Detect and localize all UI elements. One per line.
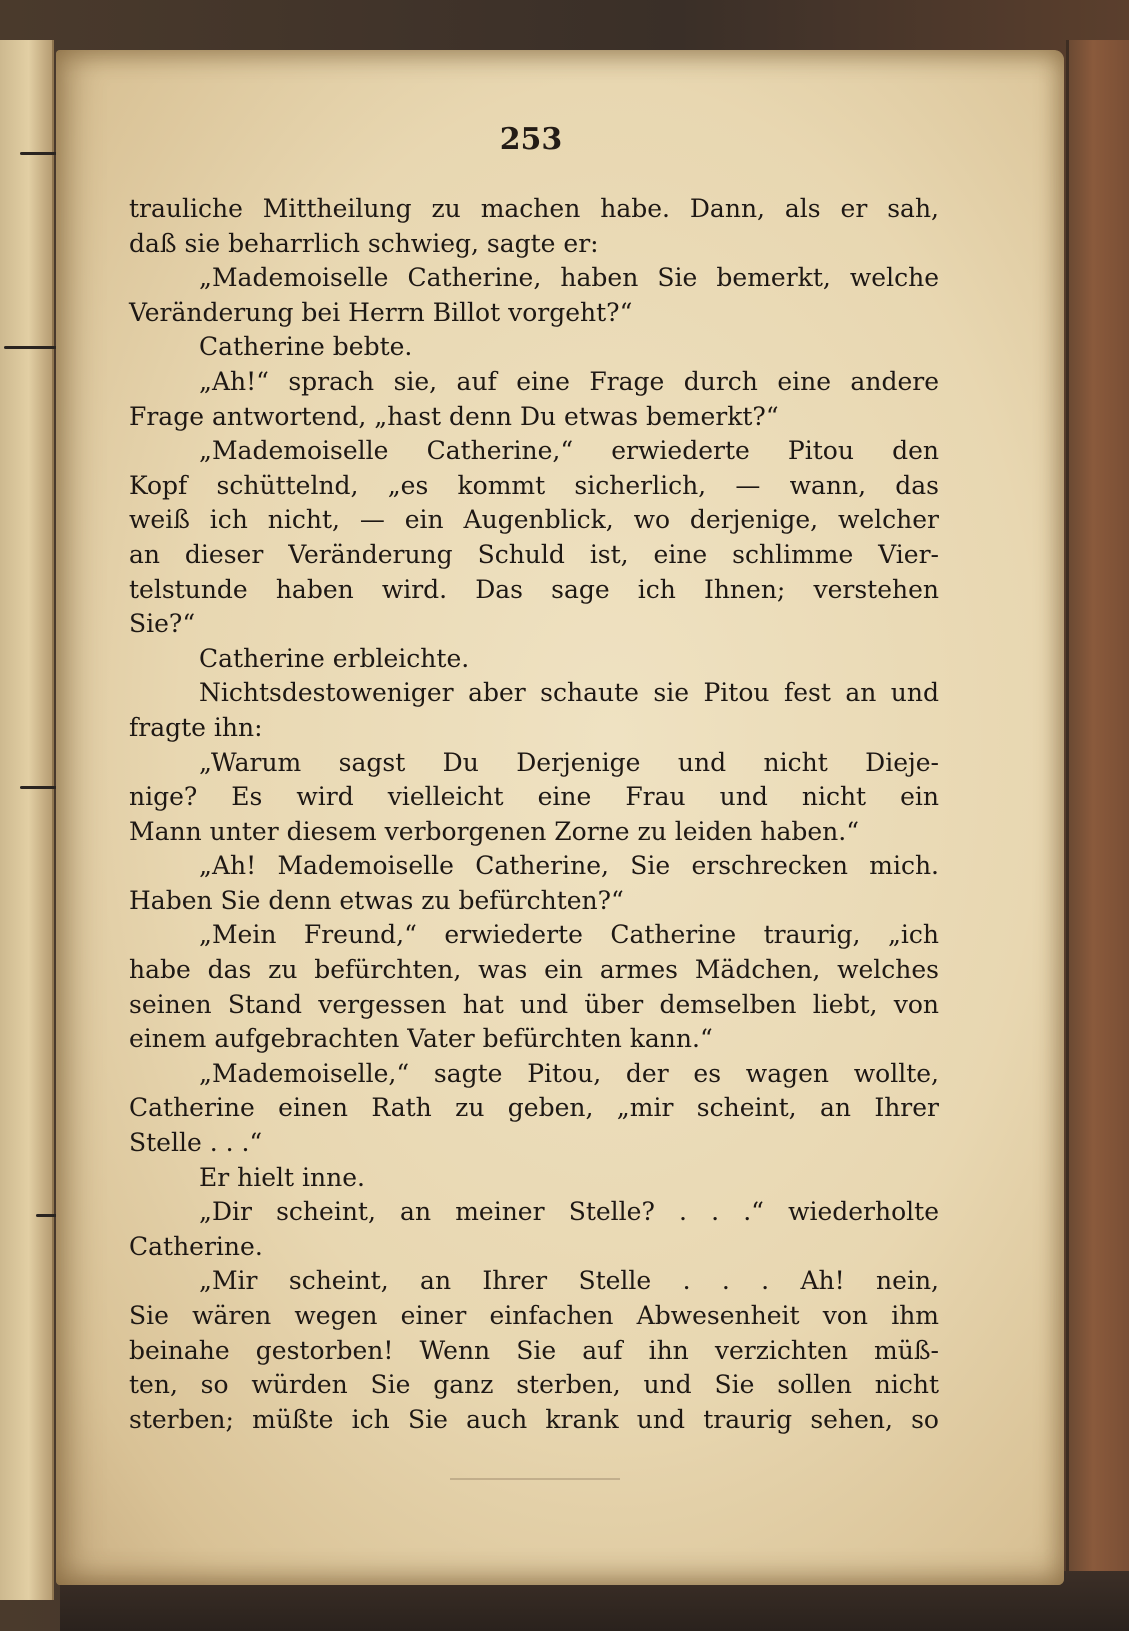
text-line: seinen Stand vergessen hat und über demselben liebt, von (129, 989, 939, 1019)
text-line: „Mademoiselle,“ sagte Pitou, der es wagen wollte, (199, 1058, 939, 1088)
text-line: fragte ihn: (129, 712, 263, 742)
text-line: Frage antwortend, „hast denn Du etwas bemerkt?“ (129, 401, 779, 431)
text-line: weiß ich nicht, — ein Augenblick, wo derjenige, welcher (129, 505, 939, 535)
text-line: „Mademoiselle Catherine, haben Sie bemerkt, welche (199, 263, 939, 293)
bottom-rule (450, 1478, 620, 1480)
text-line: „Ah!“ sprach sie, auf eine Frage durch eine andere (199, 366, 939, 396)
text-line: Nichtsdestoweniger aber schaute sie Pitou fest an und (199, 678, 939, 708)
text-line: Catherine bebte. (199, 332, 413, 362)
text-line: Catherine erbleichte. (199, 643, 470, 673)
text-line: trauliche Mittheilung zu machen habe. Dann, als er sah, (129, 194, 939, 223)
text-line: Sie wären wegen einer einfachen Abwesenheit von ihm (129, 1301, 939, 1330)
cover-edge-right (1066, 40, 1129, 1600)
binding-gutter (0, 40, 54, 1600)
text-line: an dieser Veränderung Schuld ist, eine schlimme Vier- (129, 539, 939, 569)
page-number: 253 (499, 122, 563, 157)
text-line: Catherine. (129, 1231, 263, 1261)
text-line: Haben Sie denn etwas zu befürchten?“ (129, 885, 624, 915)
text-line: habe das zu befürchten, was ein armes Mädchen, welches (129, 955, 939, 985)
text-line: telstunde haben wird. Das sage ich Ihnen; verstehen (129, 574, 939, 604)
page-text (129, 192, 939, 1437)
text-line: ten, so würden Sie ganz sterben, und Sie sollen nicht (129, 1370, 939, 1400)
text-line: Er hielt inne. (199, 1162, 365, 1192)
text-line: einem aufgebrachten Vater befürchten kann.“ (129, 1024, 713, 1054)
text-line: Kopf schüttelnd, „es kommt sicherlich, — wann, das (129, 470, 939, 500)
text-line: sterben; müßte ich Sie auch krank und traurig sehen, so (129, 1404, 939, 1434)
text-line: „Ah! Mademoiselle Catherine, Sie erschrecken mich. (199, 851, 939, 881)
text-line: „Warum sagst Du Derjenige und nicht Dieje- (199, 747, 939, 777)
text-line: Veränderung bei Herrn Billot vorgeht?“ (129, 297, 633, 327)
text-line: daß sie beharrlich schwieg, sagte er: (129, 228, 599, 258)
text-line: Sie?“ (129, 609, 196, 639)
text-line: Mann unter diesem verborgenen Zorne zu leiden haben.“ (129, 816, 859, 846)
text-line: „Dir scheint, an meiner Stelle? . . .“ wiederholte (199, 1197, 939, 1227)
text-line: „Mademoiselle Catherine,“ erwiederte Pitou den (199, 436, 939, 466)
text-line: „Mein Freund,“ erwiederte Catherine traurig, „ich (199, 920, 939, 950)
text-line: Catherine einen Rath zu geben, „mir scheint, an Ihrer (129, 1093, 939, 1123)
text-line: nige? Es wird vielleicht eine Frau und nicht ein (129, 782, 939, 812)
text-line: beinahe gestorben! Wenn Sie auf ihn verzichten müß- (129, 1335, 939, 1365)
text-line: „Mir scheint, an Ihrer Stelle . . . Ah! nein, (199, 1266, 939, 1296)
text-line: Stelle . . .“ (129, 1128, 263, 1158)
